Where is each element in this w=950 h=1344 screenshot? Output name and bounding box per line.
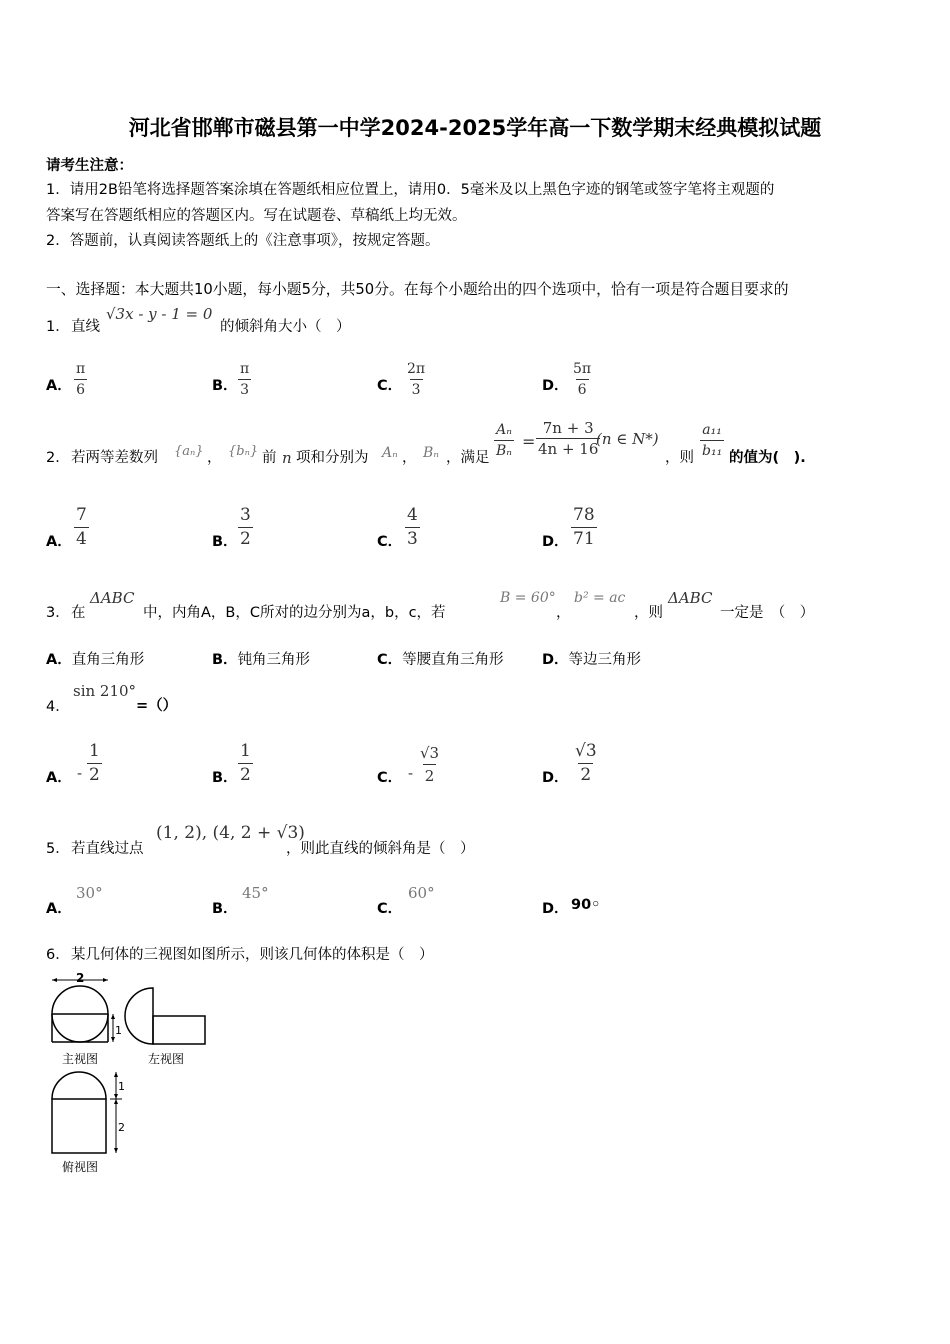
- q2-text-pre: 若两等差数列: [71, 450, 158, 466]
- q4-option-b-label[interactable]: B．: [212, 770, 238, 786]
- q4-option-c-value: $\frac{√3}{2}$: [420, 744, 440, 785]
- q5-text-post: ，则此直线的倾斜角是（ ）: [286, 841, 475, 857]
- q5-option-d-label[interactable]: D．: [542, 901, 569, 917]
- q2-seq-a: {aₙ}: [174, 444, 204, 459]
- q2-condition: (n ∈ N*): [596, 430, 659, 448]
- q3-condition-sides: b² = ac: [574, 590, 626, 606]
- q2-option-c-label[interactable]: C．: [377, 534, 403, 550]
- q5-option-c-value: 60°: [408, 884, 435, 902]
- q3-condition-angle: B = 60°: [500, 590, 556, 606]
- q2-option-a-label[interactable]: A．: [46, 534, 72, 550]
- section-heading: 一、选择题：本大题共10小题，每小题5分，共50分。在每个小题给出的四个选项中，恰有一项是符合题目要求的: [46, 281, 789, 298]
- q1-option-c-label[interactable]: C．: [377, 378, 403, 394]
- q4-option-a-value: $\frac{1}{2}$: [89, 741, 100, 785]
- q2-ratio-lhs: $\frac{\text{Aₙ}}{\text{Bₙ}}$: [496, 422, 512, 459]
- q6-number: 6．: [46, 947, 70, 963]
- q2-ratio-rhs: $\frac{7n + 3}{4n + 16}$: [538, 419, 599, 458]
- q1-option-a-value: $\frac{\pi}{6}$: [76, 361, 86, 398]
- three-view-figure: [40, 968, 220, 1183]
- q2-text-mid: 前: [262, 450, 277, 466]
- q2-option-b-label[interactable]: B．: [212, 534, 238, 550]
- q3-text-mid: 中，内角A，B，C所对的边分别为a，b，c，若: [143, 605, 446, 621]
- side-view-label: 左视图: [148, 1052, 185, 1066]
- arrowhead-icon: [114, 1094, 118, 1099]
- q4-option-a-sign: -: [77, 764, 83, 782]
- q2-sum-a: Aₙ: [382, 445, 398, 461]
- q2-equals: =: [522, 432, 536, 451]
- q2-seq-b: {bₙ}: [228, 444, 259, 459]
- side-half-circle: [125, 988, 153, 1044]
- plan-view: [52, 1072, 122, 1153]
- q5-option-b-label[interactable]: B．: [212, 901, 238, 917]
- q5-option-a-label[interactable]: A．: [46, 901, 72, 917]
- front-width-label: 2: [76, 971, 85, 985]
- q4-option-b-value: $\frac{1}{2}$: [240, 741, 251, 785]
- plan-rectangle: [52, 1099, 106, 1153]
- arrowhead-icon: [52, 978, 57, 982]
- q4-option-d-value: $\frac{√3}{2}$: [575, 741, 597, 785]
- notice-line-3: 2．答题前，认真阅读答题纸上的《注意事项》，按规定答题。: [46, 233, 440, 249]
- q2-number: 2．: [46, 450, 70, 466]
- q5-text-pre: 若直线过点: [71, 841, 144, 857]
- q2-option-b-value: $\frac{3}{2}$: [240, 505, 251, 549]
- q3-text-then: ，则: [634, 605, 663, 621]
- q3-comma: ，: [556, 605, 571, 621]
- arrowhead-icon: [114, 1148, 118, 1153]
- q1-equation: √3x - y - 1 = 0: [106, 305, 213, 323]
- side-rectangle: [153, 1016, 205, 1044]
- front-view-label: 主视图: [62, 1052, 99, 1066]
- q5-option-a-value: 30°: [76, 884, 103, 902]
- plan-arch-dimension-label: 1: [118, 1080, 125, 1093]
- q1-text-post: 的倾斜角大小（ ）: [220, 319, 351, 335]
- arrowhead-icon: [103, 978, 108, 982]
- side-view: [125, 988, 205, 1044]
- q5-option-c-label[interactable]: C．: [377, 901, 403, 917]
- notice-line-2: 答案写在答题纸相应的答题区内。写在试题卷、草稿纸上均无效。: [46, 208, 467, 224]
- q2-sep: ，: [207, 450, 222, 466]
- plan-arch: [52, 1072, 106, 1099]
- q3-number: 3．: [46, 605, 70, 621]
- q2-sep-2: ，: [402, 450, 417, 466]
- q1-option-d-value: $\frac{5\pi}{6}$: [573, 361, 592, 398]
- q2-option-d-value: $\frac{78}{71}$: [573, 505, 595, 549]
- plan-rect-dimension-label: 2: [118, 1121, 125, 1134]
- q5-option-b-value: 45°: [242, 884, 269, 902]
- arrowhead-icon: [114, 1099, 118, 1104]
- q5-option-d-value: 90◦: [571, 897, 601, 913]
- q1-option-b-value: $\frac{\pi}{3}$: [240, 361, 250, 398]
- q3-option-d[interactable]: D．等边三角形: [542, 652, 642, 668]
- q2-option-c-value: $\frac{4}{3}$: [407, 505, 418, 549]
- q4-expression: sin 210°: [73, 682, 137, 700]
- q3-triangle-2: ΔABC: [668, 589, 713, 607]
- page-title: 河北省邯郸市磁县第一中学2024-2025学年高一下数学期末经典模拟试题: [128, 116, 822, 140]
- q5-number: 5．: [46, 841, 70, 857]
- q4-number: 4．: [46, 699, 70, 715]
- q4-option-c-sign: -: [408, 764, 414, 782]
- front-height-label: 1: [115, 1024, 122, 1037]
- q3-text-pre: 在: [71, 605, 86, 621]
- front-view: [52, 978, 115, 1042]
- q5-points: (1, 2), (4, 2 + √3): [156, 823, 305, 843]
- q2-text-mid2: 项和分别为: [296, 450, 369, 466]
- arrowhead-icon: [114, 1072, 118, 1077]
- q3-option-a[interactable]: A．直角三角形: [46, 652, 145, 668]
- q2-n: n: [282, 449, 292, 467]
- q2-text-mid3: ，满足: [446, 450, 490, 466]
- q4-option-d-label[interactable]: D．: [542, 770, 569, 786]
- q4-option-c-label[interactable]: C．: [377, 770, 403, 786]
- q2-text-then: ，则: [665, 450, 694, 466]
- q3-text-post: 一定是 （ ）: [720, 605, 815, 621]
- q6-text: 某几何体的三视图如图所示，则该几何体的体积是（ ）: [71, 947, 434, 963]
- q1-option-c-value: $\frac{2\pi}{3}$: [407, 361, 426, 398]
- q1-option-b-label[interactable]: B．: [212, 378, 238, 394]
- plan-view-label: 俯视图: [62, 1160, 99, 1174]
- notice-line-1: 1．请用2B铅笔将选择题答案涂填在答题纸相应位置上，请用0．5毫米及以上黑色字迹的钢笔或签字笔将主观题的: [46, 182, 775, 198]
- q1-text-pre: 直线: [71, 319, 100, 335]
- arrowhead-icon: [111, 1037, 115, 1042]
- q1-number: 1．: [46, 319, 70, 335]
- q2-option-d-label[interactable]: D．: [542, 534, 569, 550]
- q2-option-a-value: $\frac{7}{4}$: [76, 505, 87, 549]
- q2-text-post: 的值为( ).: [729, 450, 806, 466]
- arrowhead-icon: [111, 1014, 115, 1019]
- q3-triangle: ΔABC: [90, 589, 135, 607]
- q3-option-c[interactable]: C．等腰直角三角形: [377, 652, 504, 668]
- q1-option-a-label[interactable]: A．: [46, 378, 72, 394]
- q2-sum-b: Bₙ: [423, 445, 439, 461]
- q3-option-b[interactable]: B．钝角三角形: [212, 652, 311, 668]
- notice-heading: 请考生注意：: [46, 158, 133, 174]
- q1-option-d-label[interactable]: D．: [542, 378, 569, 394]
- q4-option-a-label[interactable]: A．: [46, 770, 72, 786]
- q2-ratio-target: $\frac{\text{a₁₁}}{\text{b₁₁}}$: [702, 422, 723, 459]
- q4-text-post: =（）: [136, 698, 178, 714]
